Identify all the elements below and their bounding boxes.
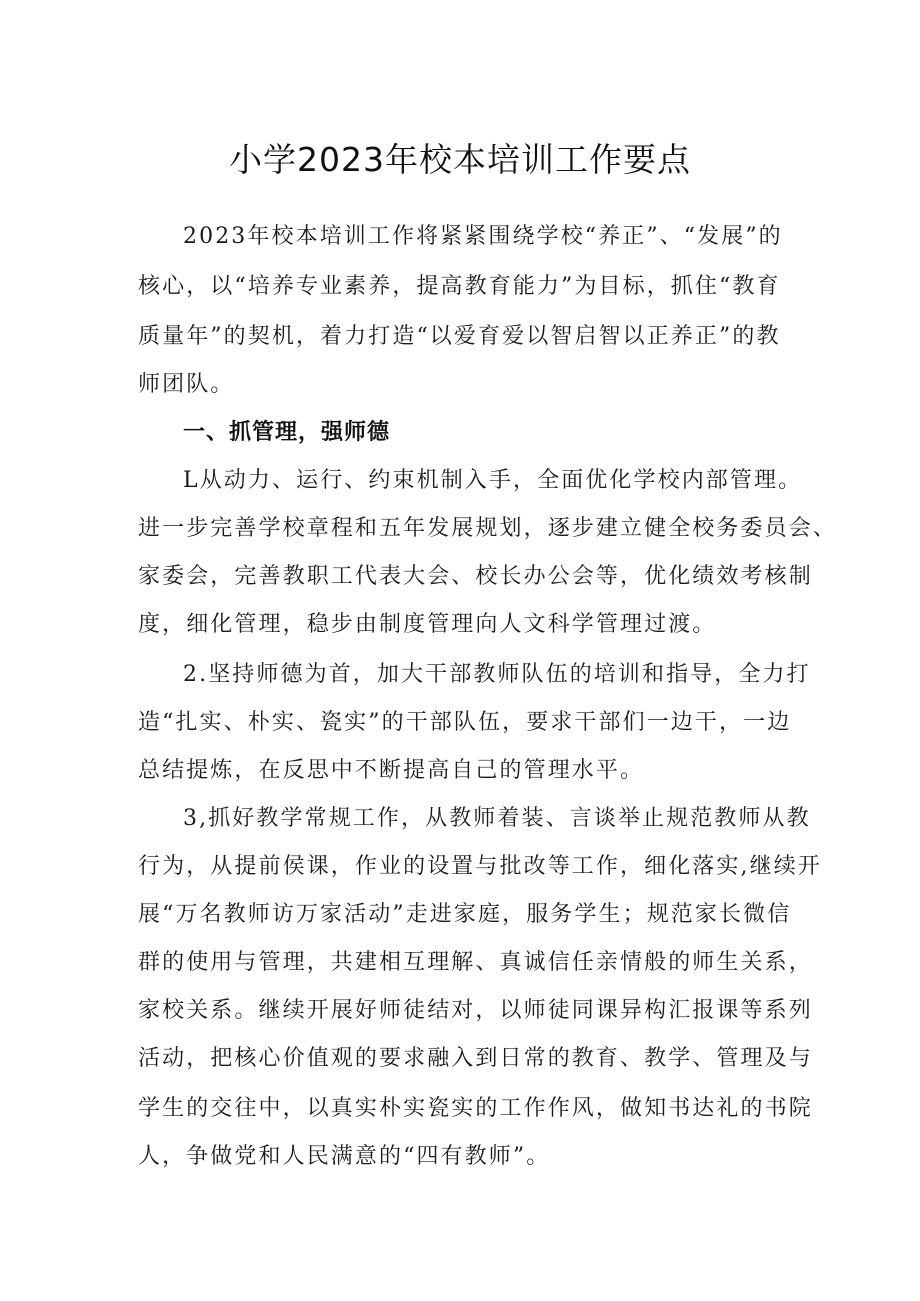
item3-line-3: 展“万名教师访万家活动”走进家庭，服务学生；规范家长微信 (138, 902, 792, 927)
item3-line-2: 行为，从提前侯课，作业的设置与批改等工作，细化落实,继续开 (138, 854, 822, 879)
item2-line-1: 2.坚持师德为首，加大干部教师队伍的培训和指导，全力打 (183, 662, 811, 687)
item3-line-1: 3,抓好教学常规工作，从教师着装、言谈举止规范教师从教 (183, 806, 811, 831)
page-title: 小学2023年校本培训工作要点 (229, 140, 691, 179)
item2-line-2: 造“扎实、朴实、瓷实”的干部队伍，要求干部们一边干，一边 (138, 710, 792, 735)
item1-line-4: 度，细化管理，稳步由制度管理向人文科学管理过渡。 (138, 612, 717, 637)
item1-line-2: 进一步完善学校章程和五年发展规划，逐步建立健全校务委员会、 (138, 516, 837, 541)
intro-line-4: 师团队。 (138, 372, 235, 397)
item3-line-6: 活动，把核心价值观的要求融入到日常的教育、教学、管理及与 (138, 1046, 813, 1071)
item3-line-4: 群的使用与管理，共建相互理解、真诚信任亲情般的师生关系， (138, 950, 813, 975)
intro-line-1: 2023年校本培训工作将紧紧围绕学校“养正”、“发展”的 (183, 224, 783, 249)
section-heading: 一、抓管理，强师德 (183, 420, 391, 445)
item3-line-8: 人，争做党和人民满意的“四有教师”。 (138, 1144, 551, 1169)
item3-line-5: 家校关系。继续开展好师徒结对，以师徒同课异构汇报课等系列 (138, 998, 813, 1023)
item1-line-1: L从动力、运行、约束机制入手，全面优化学校内部管理。 (183, 468, 803, 493)
intro-line-2: 核心，以“培养专业素养，提高教育能力”为目标，抓住“教育 (138, 274, 781, 299)
item3-line-7: 学生的交往中，以真实朴实瓷实的工作作风，做知书达礼的书院 (138, 1096, 813, 1121)
item2-line-3: 总结提炼，在反思中不断提高自己的管理水平。 (138, 758, 645, 783)
item1-line-3: 家委会，完善教职工代表大会、校长办公会等，优化绩效考核制 (138, 564, 813, 589)
intro-line-3: 质量年”的契机，着力打造“以爱育爱以智启智以正养正”的教 (138, 324, 781, 349)
